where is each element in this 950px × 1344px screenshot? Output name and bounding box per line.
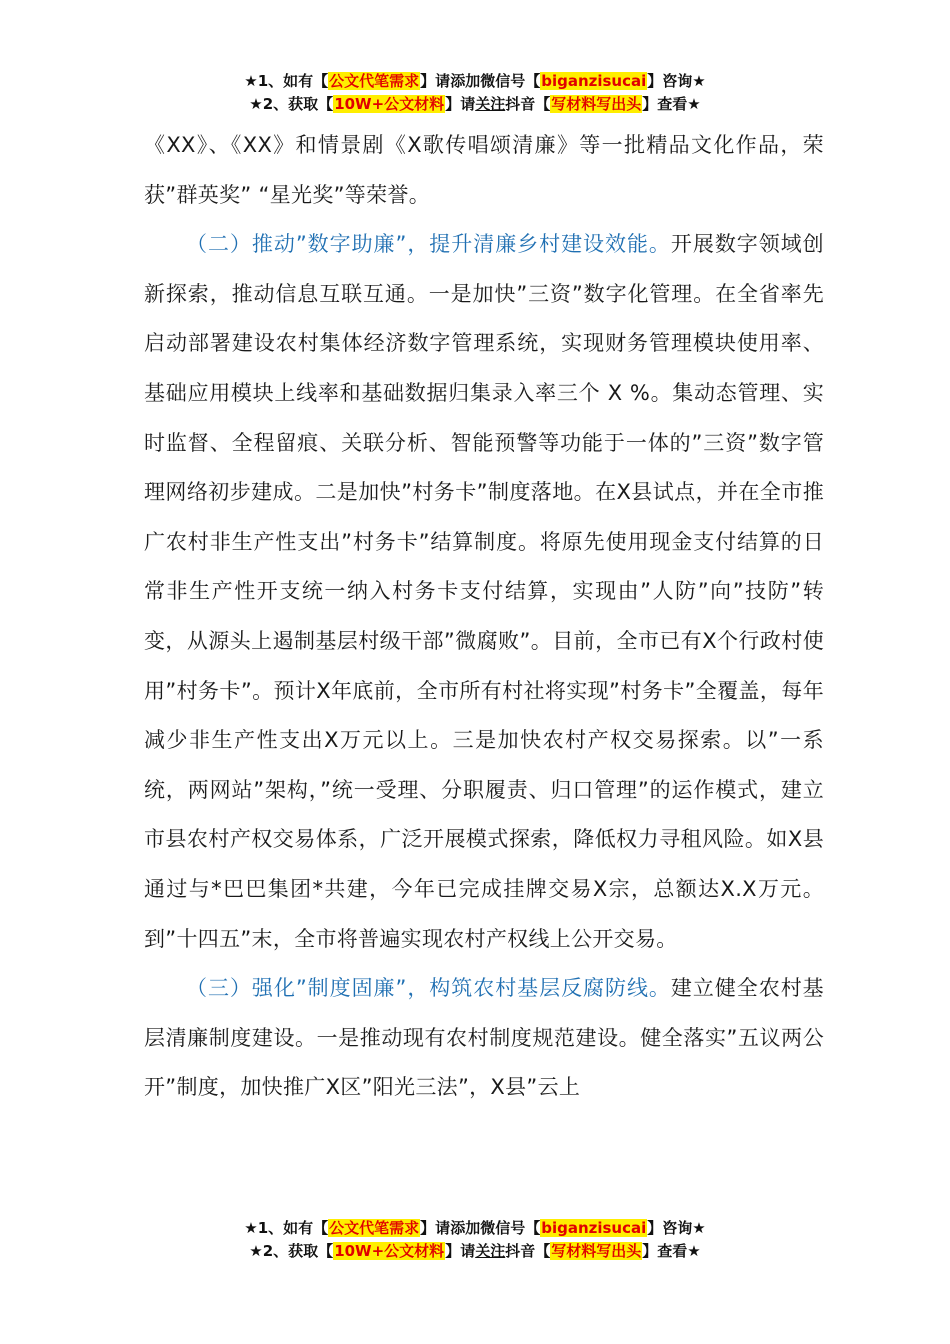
banner-emphasis: 关注 bbox=[475, 1242, 506, 1260]
banner-text: 】查看★ bbox=[642, 95, 701, 113]
banner-text: 微信号【 bbox=[480, 1219, 541, 1237]
banner-text: ★2、获取【 bbox=[249, 95, 334, 113]
banner-highlight: 公文代笔需求 bbox=[329, 1219, 420, 1237]
banner-line-1 bbox=[0, 70, 950, 93]
banner-text: 】请 bbox=[445, 95, 476, 113]
banner-text: 】查看★ bbox=[642, 1242, 701, 1260]
banner-highlight: 公文代笔需求 bbox=[329, 72, 420, 90]
document-body bbox=[144, 121, 824, 1113]
banner-text: ★1、如有【 bbox=[244, 72, 329, 90]
banner-emphasis: 关注 bbox=[475, 95, 506, 113]
banner-highlight: 10W+公文材料 bbox=[334, 1242, 445, 1260]
banner-highlight: biganzisucai bbox=[541, 72, 647, 90]
banner-text: 】请 bbox=[420, 72, 451, 90]
banner-highlight: biganzisucai bbox=[541, 1219, 647, 1237]
banner-line-1 bbox=[0, 1217, 950, 1240]
banner-line-2 bbox=[0, 93, 950, 116]
banner-highlight: 写材料写出头 bbox=[551, 1242, 642, 1260]
paragraph-3-text: 建立健全农村基层清廉制度建设。一是推动现有农村制度规范建设。健全落实”五议两公开”制度，加快推广X区”阳光三法”，X县”云上 bbox=[144, 976, 824, 1100]
bottom-banner bbox=[0, 1217, 950, 1263]
banner-text: 抖音【 bbox=[505, 95, 551, 113]
paragraph-1: 《XX》、《XX》和情景剧《X歌传唱颂清廉》等一批精品文化作品，荣获”群英奖” “星光奖”等荣誉。 bbox=[144, 133, 824, 207]
top-banner bbox=[0, 70, 950, 116]
section-heading-3: （三）强化”制度固廉”，构筑农村基层反腐防线。 bbox=[186, 976, 671, 1001]
banner-text: 】请 bbox=[445, 1242, 476, 1260]
banner-text: 】咨询★ bbox=[647, 72, 706, 90]
banner-text: 抖音【 bbox=[505, 1242, 551, 1260]
banner-text: 】咨询★ bbox=[647, 1219, 706, 1237]
banner-highlight: 10W+公文材料 bbox=[334, 95, 445, 113]
banner-text: 】请 bbox=[420, 1219, 451, 1237]
banner-emphasis: 添加 bbox=[450, 72, 481, 90]
section-heading-2: （二）推动”数字助廉”，提升清廉乡村建设效能。 bbox=[186, 232, 671, 257]
paragraph-3 bbox=[144, 964, 824, 1113]
banner-text: ★2、获取【 bbox=[249, 1242, 334, 1260]
banner-line-2 bbox=[0, 1240, 950, 1263]
paragraph-2-text: 开展数字领域创新探索，推动信息互联互通。一是加快”三资”数字化管理。在全省率先启动部署建设农村集体经济数字管理系统，实现财务管理模块使用率、基础应用模块上线率和基础数据归集录入率三个 X %。集动态管理、实时监督、全程留痕、关联分析、智能预警等功能于一体的”三资”数字管理网络初步建成。二是加快”村务卡”制度落地。在X县试点，并在全市推广农村非生产性支出”村务卡”结算制度。将原先使用现金支付结算的日常非生产性开支统一纳入村务卡支付结算，实现由”人防”向”技防”转变，从源头上遏制基层村级干部”微腐败”。目前，全市已有X个行政村使用”村务卡”。预计X年底前，全市所有村社将实现”村务卡”全覆盖，每年减少非生产性支出X万元以上。三是加快农村产权交易探索。以”一系统，两网站”架构，”统一受理、分职履责、归口管理”的运作模式，建立市县农村产权交易体系，广泛开展模式探索，降低权力寻租风险。如X县通过与*巴巴集团*共建，今年已完成挂牌交易X宗，总额达X.X万元。到”十四五”末，全市将普遍实现农村产权线上公开交易。 bbox=[144, 232, 824, 951]
banner-emphasis: 添加 bbox=[450, 1219, 481, 1237]
banner-text: 微信号【 bbox=[480, 72, 541, 90]
banner-text: ★1、如有【 bbox=[244, 1219, 329, 1237]
paragraph-2 bbox=[144, 220, 824, 964]
banner-highlight: 写材料写出头 bbox=[551, 95, 642, 113]
